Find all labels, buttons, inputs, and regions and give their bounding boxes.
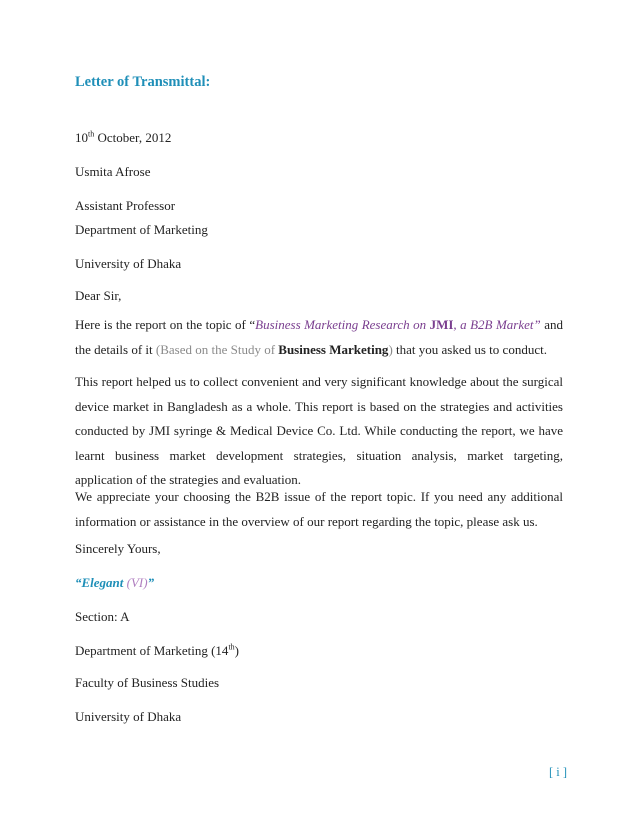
faculty: Faculty of Business Studies — [75, 675, 220, 690]
sender-dept-end: ) — [234, 643, 240, 658]
paragraph-body: This report helped us to collect convenient and very significant knowledge about the surgical device market in Bangladesh as a whole. This report is based on the strategies and activities conducted by JMI syringe & Medical Device Co. Ltd. While conducting the report, we have learnt business market development strategies, situation analysis, market targeting, application of the strategies and evaluation. — [75, 374, 563, 487]
sender-department — [75, 643, 239, 659]
topic-part-a: Business Marketing Research on — [255, 317, 430, 332]
paragraph-intro — [75, 313, 563, 362]
paragraph-appreciation: We appreciate your choosing the B2B issue of the report topic. If you need any additional information or assistance in the overview of our report regarding the topic, please ask us. — [75, 489, 563, 529]
based-on-end: ) — [388, 341, 393, 357]
sender-dept-sup: th — [228, 642, 235, 652]
letter-heading: Letter of Transmittal: — [75, 74, 211, 90]
based-on-text: (Based on the Study of — [155, 341, 279, 357]
sender-university: University of Dhaka — [75, 709, 182, 724]
group-name-end: ” — [147, 575, 155, 590]
page-number: [ i ] — [548, 765, 567, 779]
closing: Sincerely Yours, — [75, 541, 161, 556]
course-name: Business Marketing — [278, 341, 389, 357]
intro-text-2: and the details of it — [75, 317, 563, 357]
recipient-name: Usmita Afrose — [75, 164, 151, 179]
group-code: (VI) — [126, 575, 148, 590]
intro-text-3: that you asked us to conduct. — [392, 341, 547, 357]
recipient-department: Department of Marketing — [75, 222, 208, 237]
recipient-university: University of Dhaka — [75, 256, 182, 271]
sender-dept-text: Department of Marketing (14 — [75, 643, 229, 658]
topic-part-b: , a B2B Market” — [453, 317, 541, 332]
group-name-text: “Elegant — [75, 575, 127, 590]
report-topic — [255, 317, 541, 332]
intro-text-1: Here is the report on the topic of “ — [75, 317, 256, 332]
salutation: Dear Sir, — [75, 288, 122, 303]
date-rest: October, 2012 — [94, 130, 172, 145]
section-label: Section: A — [75, 609, 130, 624]
date-day: 10 — [75, 130, 88, 145]
letter-date — [75, 130, 171, 146]
group-name — [75, 575, 154, 591]
topic-jmi: JMI — [429, 317, 454, 332]
date-suffix: th — [88, 129, 95, 139]
recipient-title: Assistant Professor — [75, 198, 176, 213]
